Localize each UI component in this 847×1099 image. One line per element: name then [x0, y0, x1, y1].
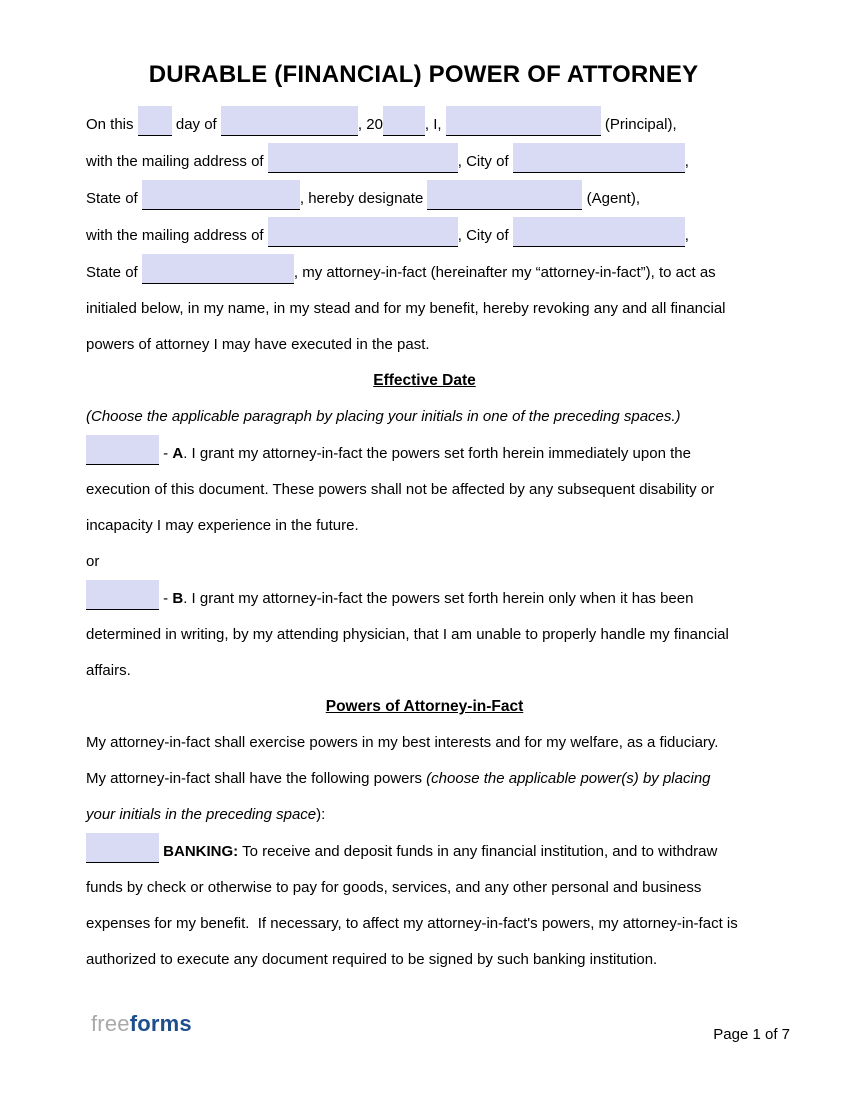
intro-text: , — [684, 227, 689, 244]
day-field[interactable] — [138, 106, 172, 136]
option-a-text: - — [159, 445, 173, 462]
instruction-text: (Choose the applicable paragraph by placing your initials in one of the preceding spaces.) — [86, 408, 681, 425]
effective-date-heading: Effective Date — [373, 372, 476, 389]
month-field[interactable] — [221, 106, 358, 136]
intro-text: , hereby designate — [299, 190, 428, 207]
banking-line-1 — [86, 833, 763, 870]
agent-state-field[interactable] — [142, 254, 294, 284]
intro-text: State of — [86, 264, 142, 281]
intro-text: day of — [171, 116, 221, 133]
option-b-text: determined in writing, by my attending physician, that I am unable to properly handle my financial — [86, 626, 729, 643]
powers-text: My attorney-in-fact shall have the following powers — [86, 770, 427, 787]
intro-text: , I, — [424, 116, 446, 133]
page-number: Page 1 of 7 — [713, 1026, 790, 1043]
intro-text: , my attorney-in-fact (hereinafter my “attorney-in-fact”), to act as — [293, 264, 716, 281]
intro-line-4 — [86, 217, 763, 254]
powers-instruction-text: (choose the applicable power(s) by placing — [426, 770, 711, 787]
intro-text: (Principal), — [600, 116, 677, 133]
option-a-line-3 — [86, 508, 763, 544]
intro-text: with the mailing address of — [86, 227, 268, 244]
intro-line-5 — [86, 254, 763, 291]
option-b-initials-field[interactable] — [86, 580, 159, 610]
banking-line-3 — [86, 906, 763, 942]
principal-name-field[interactable] — [446, 106, 601, 136]
banking-line-4 — [86, 942, 763, 978]
banking-text: funds by check or otherwise to pay for goods, services, and any other personal and business — [86, 879, 702, 896]
powers-instruction-text: your initials in the preceding space — [86, 806, 317, 823]
powers-section — [86, 689, 763, 725]
powers-line-3 — [86, 797, 763, 833]
option-a-text: . I grant my attorney-in-fact the powers set forth herein immediately upon the — [183, 445, 691, 462]
option-a-line-1 — [86, 435, 763, 472]
intro-text: (Agent), — [582, 190, 640, 207]
or-text: or — [86, 553, 100, 570]
agent-address-field[interactable] — [268, 217, 458, 247]
logo-free-text: free — [91, 1011, 130, 1036]
intro-text: powers of attorney I may have executed in the past. — [86, 336, 430, 353]
principal-address-field[interactable] — [268, 143, 458, 173]
powers-line-1 — [86, 725, 763, 761]
powers-text: My attorney-in-fact shall exercise powers in my best interests and for my welfare, as a fiduciary. — [86, 734, 719, 751]
option-b-text: affairs. — [86, 662, 131, 679]
option-a-text: incapacity I may experience in the future. — [86, 517, 359, 534]
intro-line-7 — [86, 327, 763, 363]
option-a-text: execution of this document. These powers shall not be affected by any subsequent disability or — [86, 481, 715, 498]
year-field[interactable] — [383, 106, 425, 136]
intro-text: , — [684, 153, 689, 170]
intro-text: State of — [86, 190, 142, 207]
banking-text: To receive and deposit funds in any financial institution, and to withdraw — [238, 843, 718, 860]
option-a-line-2 — [86, 472, 763, 508]
banking-label: BANKING: — [159, 843, 239, 860]
option-a-label: A — [172, 445, 184, 462]
principal-state-field[interactable] — [142, 180, 300, 210]
intro-line-6 — [86, 291, 763, 327]
intro-line-1 — [86, 106, 763, 143]
powers-heading: Powers of Attorney-in-Fact — [325, 698, 524, 715]
option-a-initials-field[interactable] — [86, 435, 159, 465]
or-separator — [86, 544, 763, 580]
logo-forms-text: forms — [129, 1011, 192, 1036]
intro-text: , 20 — [357, 116, 383, 133]
option-b-line-3 — [86, 653, 763, 689]
option-b-line-1 — [86, 580, 763, 617]
option-b-line-2 — [86, 617, 763, 653]
banking-text: expenses for my benefit. If necessary, to affect my attorney-in-fact's powers, my attorney-in-fact is — [86, 915, 738, 932]
banking-initials-field[interactable] — [86, 833, 159, 863]
effective-date-section — [86, 363, 763, 399]
intro-text: initialed below, in my name, in my stead and for my benefit, hereby revoking any and all financial — [86, 300, 726, 317]
intro-line-3 — [86, 180, 763, 217]
banking-line-2 — [86, 870, 763, 906]
freeforms-logo — [91, 1011, 192, 1037]
option-b-text: - — [159, 590, 173, 607]
agent-city-field[interactable] — [513, 217, 685, 247]
principal-city-field[interactable] — [513, 143, 685, 173]
document-body — [86, 106, 763, 978]
banking-text: authorized to execute any document required to be signed by such banking institution. — [86, 951, 658, 968]
intro-text: , City of — [457, 227, 513, 244]
agent-name-field[interactable] — [427, 180, 582, 210]
effective-date-instruction — [86, 399, 763, 435]
intro-text: On this — [86, 116, 138, 133]
option-b-label: B — [172, 590, 184, 607]
powers-text: ): — [316, 806, 326, 823]
document-title: DURABLE (FINANCIAL) POWER OF ATTORNEY — [148, 61, 699, 88]
intro-line-2 — [86, 143, 763, 180]
intro-text: , City of — [457, 153, 513, 170]
intro-text: with the mailing address of — [86, 153, 268, 170]
option-b-text: . I grant my attorney-in-fact the powers set forth herein only when it has been — [183, 590, 694, 607]
powers-line-2 — [86, 761, 763, 797]
